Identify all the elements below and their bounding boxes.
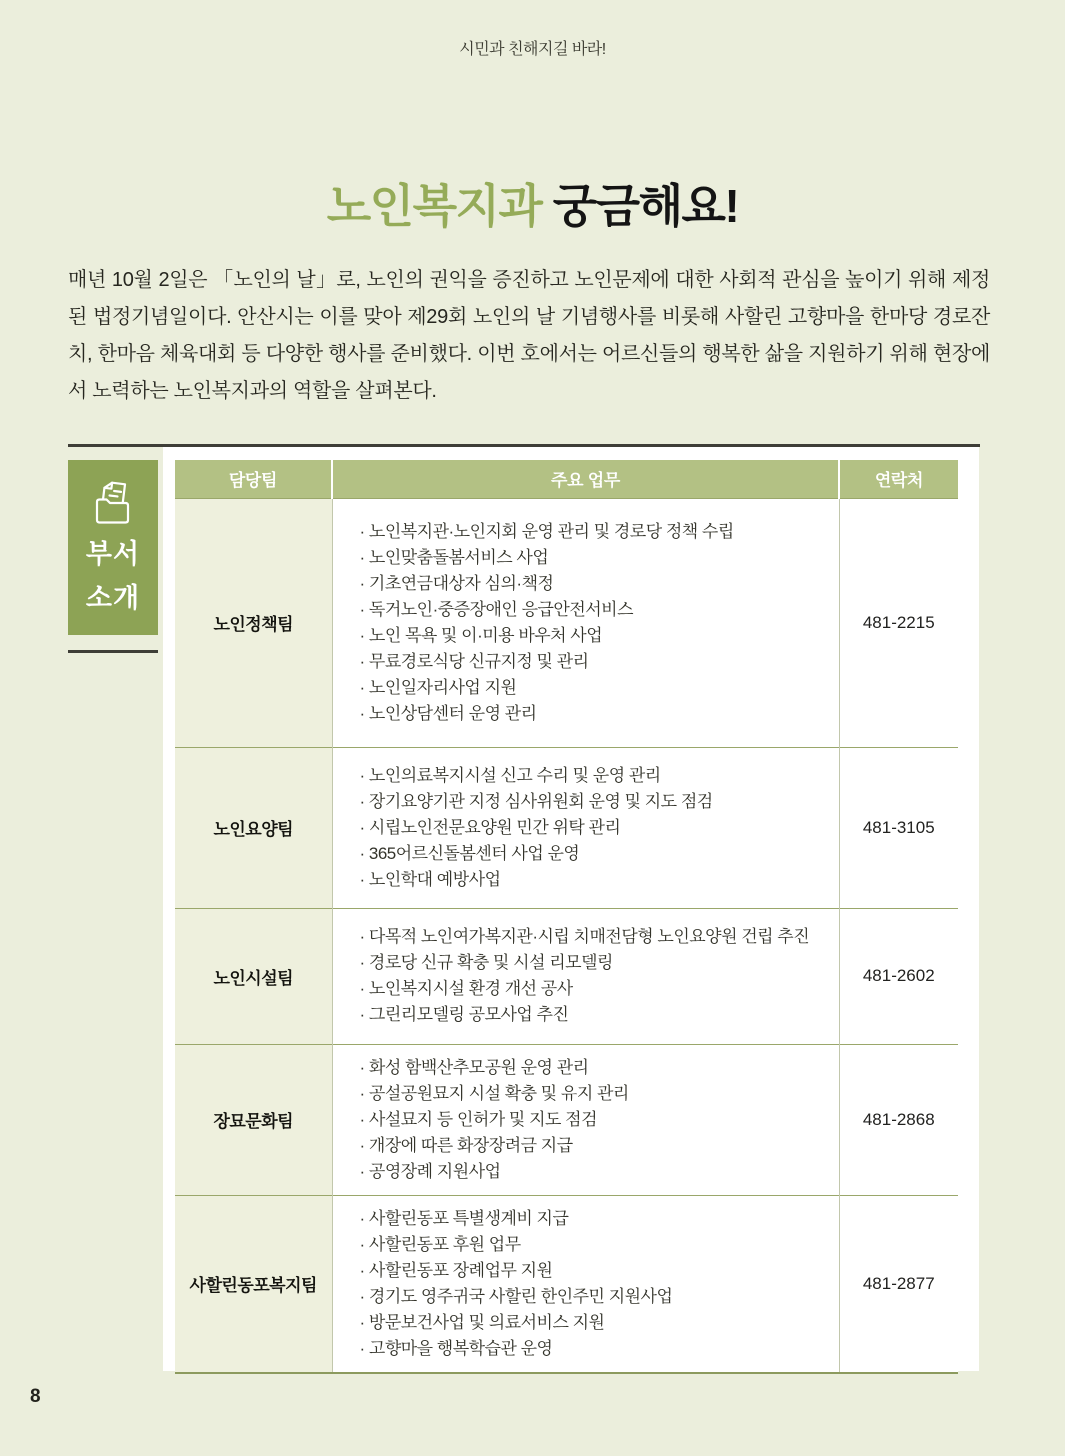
table-header-row bbox=[175, 460, 958, 498]
duty-item: · 경기도 영주귀국 사할린 한인주민 지원사업 bbox=[360, 1284, 829, 1310]
header-team: 담당팀 bbox=[175, 460, 332, 498]
intro-paragraph: 매년 10월 2일은 「노인의 날」로, 노인의 권익을 증진하고 노인문제에 대한 사회적 관심을 높이기 위해 제정된 법정기념일이다. 안산시는 이를 맞아 제29회 노인의 날 기념행사를 비롯해 사할린 고향마을 한마당 경로잔치, 한마음 체육대회 등 다양한 행사를 준비했다. 이번 호에서는 어르신들의 행복한 삶을 지원하기 위해 현장에서 노력하는 노인복지과의 역할을 살펴본다. bbox=[68, 269, 990, 402]
table-body bbox=[175, 498, 958, 1373]
duty-item: · 노인맞춤돌봄서비스 사업 bbox=[360, 545, 829, 571]
duty-item: · 기초연금대상자 심의·책정 bbox=[360, 571, 829, 597]
table-row bbox=[175, 498, 958, 747]
duty-item: · 365어르신돌봄센터 사업 운영 bbox=[360, 841, 829, 867]
duty-item: · 사할린동포 장례업무 지원 bbox=[360, 1258, 829, 1284]
duties-cell bbox=[332, 1195, 839, 1373]
duty-item: · 장기요양기관 지정 심사위원회 운영 및 지도 점검 bbox=[360, 789, 829, 815]
table-row bbox=[175, 1195, 958, 1373]
page-title bbox=[0, 170, 1065, 236]
department-table bbox=[175, 460, 958, 1374]
page-top-note: 시민과 친해지길 바라! bbox=[459, 41, 606, 58]
contact-cell: 481-2868 bbox=[839, 1044, 958, 1195]
duty-item: · 사할린동포 특별생계비 지급 bbox=[360, 1206, 829, 1232]
table-row bbox=[175, 908, 958, 1044]
duty-item: · 시립노인전문요양원 민간 위탁 관리 bbox=[360, 815, 829, 841]
duty-item: · 노인학대 예방사업 bbox=[360, 867, 829, 893]
open-folder-document-icon bbox=[88, 478, 138, 528]
contact-cell: 481-2877 bbox=[839, 1195, 958, 1373]
table-row bbox=[175, 747, 958, 908]
duty-item: · 독거노인·중증장애인 응급안전서비스 bbox=[360, 597, 829, 623]
header-duties: 주요 업무 bbox=[332, 460, 839, 498]
badge-label-line1: 부서 bbox=[85, 539, 141, 569]
duty-item: · 공영장례 지원사업 bbox=[360, 1159, 829, 1185]
duty-item: · 그린리모델링 공모사업 추진 bbox=[360, 1002, 829, 1028]
team-cell: 장묘문화팀 bbox=[175, 1044, 332, 1195]
team-cell: 노인시설팀 bbox=[175, 908, 332, 1044]
duty-item: · 개장에 따른 화장장려금 지급 bbox=[360, 1133, 829, 1159]
duty-item: · 무료경로식당 신규지정 및 관리 bbox=[360, 649, 829, 675]
contact-cell: 481-2215 bbox=[839, 498, 958, 747]
duty-item: · 노인복지관·노인지회 운영 관리 및 경로당 정책 수립 bbox=[360, 519, 829, 545]
badge-label-line2: 소개 bbox=[85, 583, 141, 613]
contact-cell: 481-2602 bbox=[839, 908, 958, 1044]
duty-item: · 노인 목욕 및 이·미용 바우처 사업 bbox=[360, 623, 829, 649]
duty-item: · 사할린동포 후원 업무 bbox=[360, 1232, 829, 1258]
contact-cell: 481-3105 bbox=[839, 747, 958, 908]
header-contact: 연락처 bbox=[839, 460, 958, 498]
duty-item: · 노인의료복지시설 신고 수리 및 운영 관리 bbox=[360, 763, 829, 789]
duty-item: · 노인복지시설 환경 개선 공사 bbox=[360, 976, 829, 1002]
team-cell: 사할린동포복지팀 bbox=[175, 1195, 332, 1373]
duty-item: · 사설묘지 등 인허가 및 지도 점검 bbox=[360, 1107, 829, 1133]
duties-cell bbox=[332, 908, 839, 1044]
team-cell: 노인정책팀 bbox=[175, 498, 332, 747]
page-title-rest: 궁금해요! bbox=[541, 180, 739, 232]
duties-cell bbox=[332, 1044, 839, 1195]
duties-cell bbox=[332, 747, 839, 908]
duty-item: · 노인상담센터 운영 관리 bbox=[360, 701, 829, 727]
duty-item: · 고향마을 행복학습관 운영 bbox=[360, 1336, 829, 1362]
badge-divider-line bbox=[68, 650, 158, 653]
page-number: 8 bbox=[30, 1386, 41, 1407]
duty-item: · 화성 함백산추모공원 운영 관리 bbox=[360, 1055, 829, 1081]
page-title-highlight: 노인복지과 bbox=[326, 180, 542, 232]
duty-item: · 경로당 신규 확충 및 시설 리모델링 bbox=[360, 950, 829, 976]
duty-item: · 다목적 노인여가복지관·시립 치매전담형 노인요양원 건립 추진 bbox=[360, 924, 829, 950]
duty-item: · 노인일자리사업 지원 bbox=[360, 675, 829, 701]
team-cell: 노인요양팀 bbox=[175, 747, 332, 908]
section-badge bbox=[68, 460, 158, 635]
duties-cell bbox=[332, 498, 839, 747]
duty-item: · 공설공원묘지 시설 확충 및 유지 관리 bbox=[360, 1081, 829, 1107]
table-row bbox=[175, 1044, 958, 1195]
duty-item: · 방문보건사업 및 의료서비스 지원 bbox=[360, 1310, 829, 1336]
